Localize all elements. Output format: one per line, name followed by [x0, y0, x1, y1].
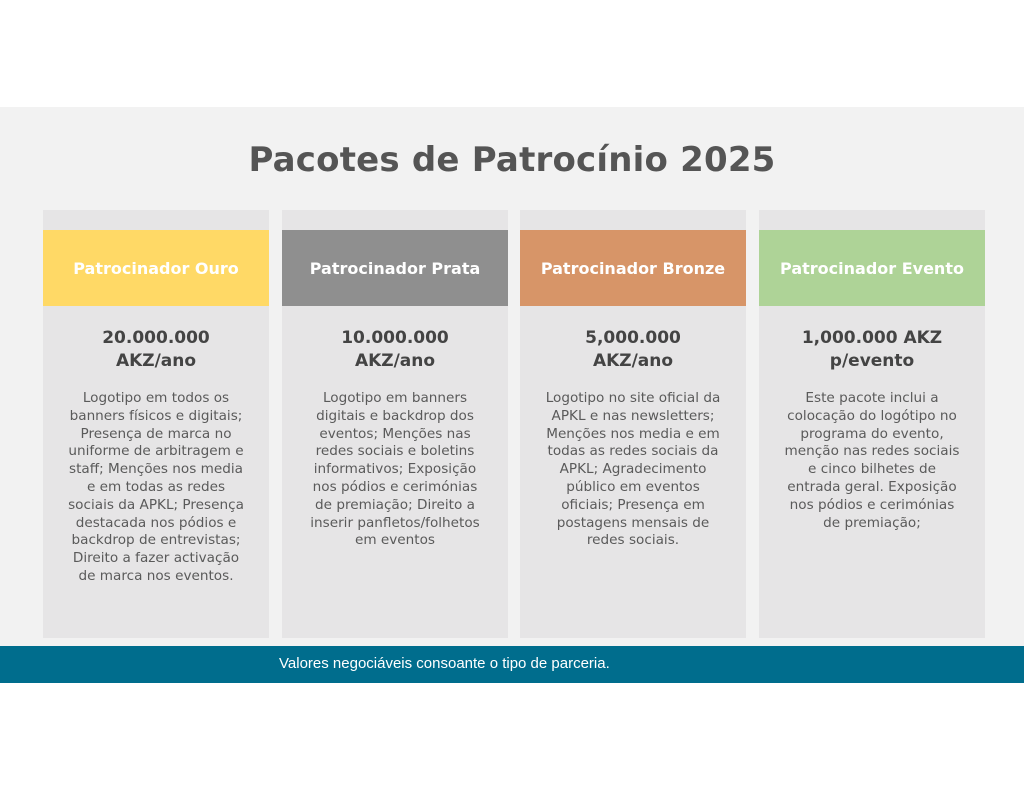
footer-note: Valores negociáveis consoante o tipo de parceria.	[279, 655, 610, 672]
package-description: Logotipo em banners digitais e backdrop dos eventos; Menções nas redes sociais e boletins informativos; Exposição nos pódios e cerimónias de premiação; Direito a inserir panfletos/folhetos em eventos	[310, 390, 480, 549]
package-price	[767, 327, 977, 373]
price-amount: 5,000.000	[585, 328, 681, 348]
package-price	[528, 327, 738, 373]
footer-bar	[0, 646, 1024, 683]
package-header-event	[759, 230, 985, 306]
package-price	[290, 327, 500, 373]
price-period: p/evento	[829, 351, 915, 371]
package-header-gold	[43, 230, 269, 306]
package-card-gold	[43, 210, 269, 638]
package-header-silver	[282, 230, 508, 306]
package-name: Patrocinador Prata	[309, 258, 481, 278]
package-header-bronze	[520, 230, 746, 306]
page-title: Pacotes de Patrocínio 2025	[248, 140, 776, 180]
price-period: AKZ/ano	[592, 351, 674, 371]
package-card-event	[759, 210, 985, 638]
package-name: Patrocinador Bronze	[540, 258, 726, 278]
package-card-silver	[282, 210, 508, 638]
package-card-bronze	[520, 210, 746, 638]
price-period: AKZ/ano	[115, 351, 197, 371]
package-description: Este pacote inclui a colocação do logótipo no programa do evento, menção nas redes sociais e cinco bilhetes de entrada geral. Exposição nos pódios e cerimónias de premiação;	[784, 390, 960, 531]
price-period: AKZ/ano	[354, 351, 436, 371]
price-amount: 10.000.000	[341, 328, 449, 348]
price-amount: 20.000.000	[102, 328, 210, 348]
package-description: Logotipo em todos os banners físicos e digitais; Presença de marca no uniforme de arbitragem e staff; Menções nos media e em todas as redes sociais da APKL; Presença destacada nos pódios e backdrop de entrevistas; Direito a fazer activação de marca nos eventos.	[68, 390, 244, 584]
package-name: Patrocinador Evento	[780, 258, 964, 278]
package-description: Logotipo no site oficial da APKL e nas newsletters; Menções nos media e em todas as redes sociais da APKL; Agradecimento público em eventos oficiais; Presença em postagens mensais de redes sociais.	[545, 390, 721, 549]
package-price	[51, 327, 261, 373]
price-amount: 1,000.000 AKZ	[801, 328, 943, 348]
package-name: Patrocinador Ouro	[73, 258, 239, 278]
